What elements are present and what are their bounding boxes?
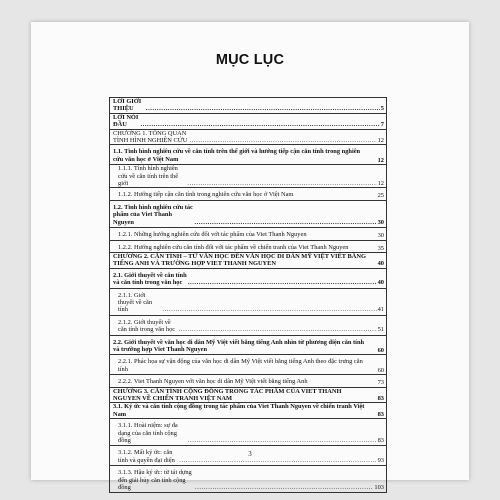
toc-entry bbox=[110, 145, 386, 165]
toc-leader-dots bbox=[140, 121, 379, 128]
toc-entry-text: 1.2.1. Những hướng nghiên cứu đối với tác phẩm của Viet Thanh Nguyen bbox=[118, 231, 307, 239]
toc-entry bbox=[110, 388, 386, 404]
toc-leader-dots bbox=[179, 326, 377, 333]
toc-entry bbox=[110, 98, 386, 114]
toc-entry bbox=[110, 165, 386, 188]
toc-entry-page: 12 bbox=[377, 180, 384, 188]
toc-title: MỤC LỤC bbox=[215, 52, 285, 68]
toc-entry-text: CHƯƠNG 1. TỔNG QUAN TÌNH HÌNH NGHIÊN CỨU bbox=[113, 129, 188, 145]
toc-entry-page: 83 bbox=[377, 395, 384, 402]
toc-entry bbox=[110, 336, 386, 356]
toc-entry-text: LỜI NÓI ĐẦU bbox=[113, 113, 139, 129]
toc-leader-dots bbox=[162, 306, 376, 313]
toc-entry-text: 1.1.2. Hướng tiếp cận căn tính trong nghiên cứu văn học ở Việt Nam bbox=[118, 191, 294, 199]
toc-entry-page: 5 bbox=[380, 105, 384, 113]
toc-entry-text: CHƯƠNG 2. CĂN TÍNH – TỪ VĂN HỌC ĐẾN VĂN HỌC DI DÂN MỸ VIỆT VIẾT BẰNG TIẾNG ANH VÀ TRƯỜNG HỢP VIET THANH NGUYEN bbox=[113, 252, 366, 268]
toc-entry bbox=[110, 375, 386, 387]
toc-entry-page: 93 bbox=[377, 456, 384, 464]
toc-entry bbox=[110, 466, 386, 492]
page-number: 3 bbox=[248, 450, 252, 458]
toc-entry-text: 2.2.1. Phác họa sự vận động của văn học di dân Mỹ Việt viết bằng tiếng Anh theo đặc trưng căn tính bbox=[118, 358, 363, 373]
toc-entry-text: 3.1. Ký ức và căn tính cộng đồng trong tác phẩm của Viet Thanh Nguyen về chiến tranh Việt Nam bbox=[113, 403, 365, 418]
toc-entry-page: 12 bbox=[377, 156, 384, 164]
toc-leader-dots bbox=[188, 279, 377, 286]
toc-table bbox=[109, 97, 387, 493]
toc-entry-page: 25 bbox=[377, 192, 384, 200]
toc-entry-page: 103 bbox=[374, 484, 384, 492]
toc-entry-text: CHƯƠNG 3. CĂN TÍNH CỘNG ĐỒNG TRONG TÁC PHẨM CỦA VIET THANH NGUYEN VỀ CHIẾN TRANH VIỆT NAM bbox=[113, 387, 342, 402]
toc-entry-page: 83 bbox=[377, 410, 384, 418]
toc-entry-page: 40 bbox=[377, 279, 384, 287]
toc-entry-text: 2.1. Giới thuyết về căn tính và căn tính trong văn học bbox=[113, 271, 187, 287]
document-page bbox=[31, 22, 469, 492]
toc-entry bbox=[110, 403, 386, 419]
toc-entry-text: 2.2.2. Viet Thanh Nguyen với văn học di dân Mỹ Việt viết bằng tiếng Anh bbox=[118, 378, 308, 386]
toc-entry-text: 2.1.1. Giới thuyết về căn tính bbox=[118, 291, 153, 314]
toc-entry-page: 51 bbox=[377, 326, 384, 334]
toc-entry-page: 60 bbox=[377, 346, 384, 354]
toc-entry-page: 41 bbox=[377, 306, 384, 314]
toc-entry-page: 7 bbox=[380, 121, 384, 129]
toc-entry-page: 35 bbox=[377, 244, 384, 252]
toc-entry bbox=[110, 355, 386, 375]
toc-entry bbox=[110, 228, 386, 240]
toc-entry bbox=[110, 316, 386, 336]
toc-entry-page: 12 bbox=[377, 137, 384, 145]
toc-entry-text: 2.2. Giới thuyết về văn học di dân Mỹ Việt viết bằng tiếng Anh nhìn từ phương diện căn tính và trường hợp Viet Thanh Nguyen bbox=[113, 338, 365, 353]
toc-entry-text: 3.1.2. Mất ký ức: căn tính và quyền đại diện bbox=[118, 449, 175, 464]
toc-leader-dots bbox=[194, 219, 376, 226]
toc-entry-text: 3.1.3. Hậu ký ức: từ tái dựng đến giải hủy căn tính cộng đồng bbox=[118, 469, 192, 492]
toc-entry-page: 30 bbox=[377, 232, 384, 240]
toc-leader-dots bbox=[187, 180, 376, 187]
toc-entry-text: 1.1. Tình hình nghiên cứu về căn tính trên thế giới và hướng tiếp cận căn tính trong nghiên cứu văn học ở Việt Nam bbox=[113, 148, 361, 163]
toc-entry bbox=[110, 201, 386, 228]
toc-entry-text: 1.2.2. Hướng nghiên cứu căn tính đối với tác phẩm về chiến tranh của Viet Thanh Nguyen bbox=[118, 243, 349, 251]
toc-entry-text: 2.1.2. Giới thuyết về căn tính trong văn học bbox=[118, 318, 176, 334]
toc-leader-dots bbox=[190, 137, 377, 144]
toc-entry bbox=[110, 289, 386, 316]
toc-leader-dots bbox=[188, 437, 377, 444]
toc-entry-page: 73 bbox=[377, 379, 384, 387]
toc-entry bbox=[110, 188, 386, 200]
toc-entry-text: 3.1.1. Hoài niệm: sự đa dạng của căn tính cộng đồng bbox=[118, 422, 178, 445]
toc-entry-page: 83 bbox=[377, 437, 384, 445]
toc-entry bbox=[110, 114, 386, 130]
toc-entry-text: 1.2. Tình hình nghiên cứu tác phẩm của Viet Thanh Nguyen bbox=[113, 203, 193, 226]
toc-entry bbox=[110, 253, 386, 269]
toc-entry-page: 60 bbox=[377, 366, 384, 374]
toc-entry bbox=[110, 130, 386, 146]
toc-entry-text: LỜI GIỚI THIỆU bbox=[113, 98, 142, 113]
toc-entry-text: 1.1.1. Tình hình nghiên cứu về căn tính trên thế giới bbox=[118, 165, 179, 188]
toc-entry-page: 30 bbox=[377, 218, 384, 226]
toc-entry bbox=[110, 419, 386, 446]
toc-leader-dots bbox=[146, 105, 380, 112]
toc-entry bbox=[110, 241, 386, 253]
toc-leader-dots bbox=[195, 484, 373, 491]
toc-entry-page: 40 bbox=[377, 260, 384, 268]
toc-entry bbox=[110, 269, 386, 289]
